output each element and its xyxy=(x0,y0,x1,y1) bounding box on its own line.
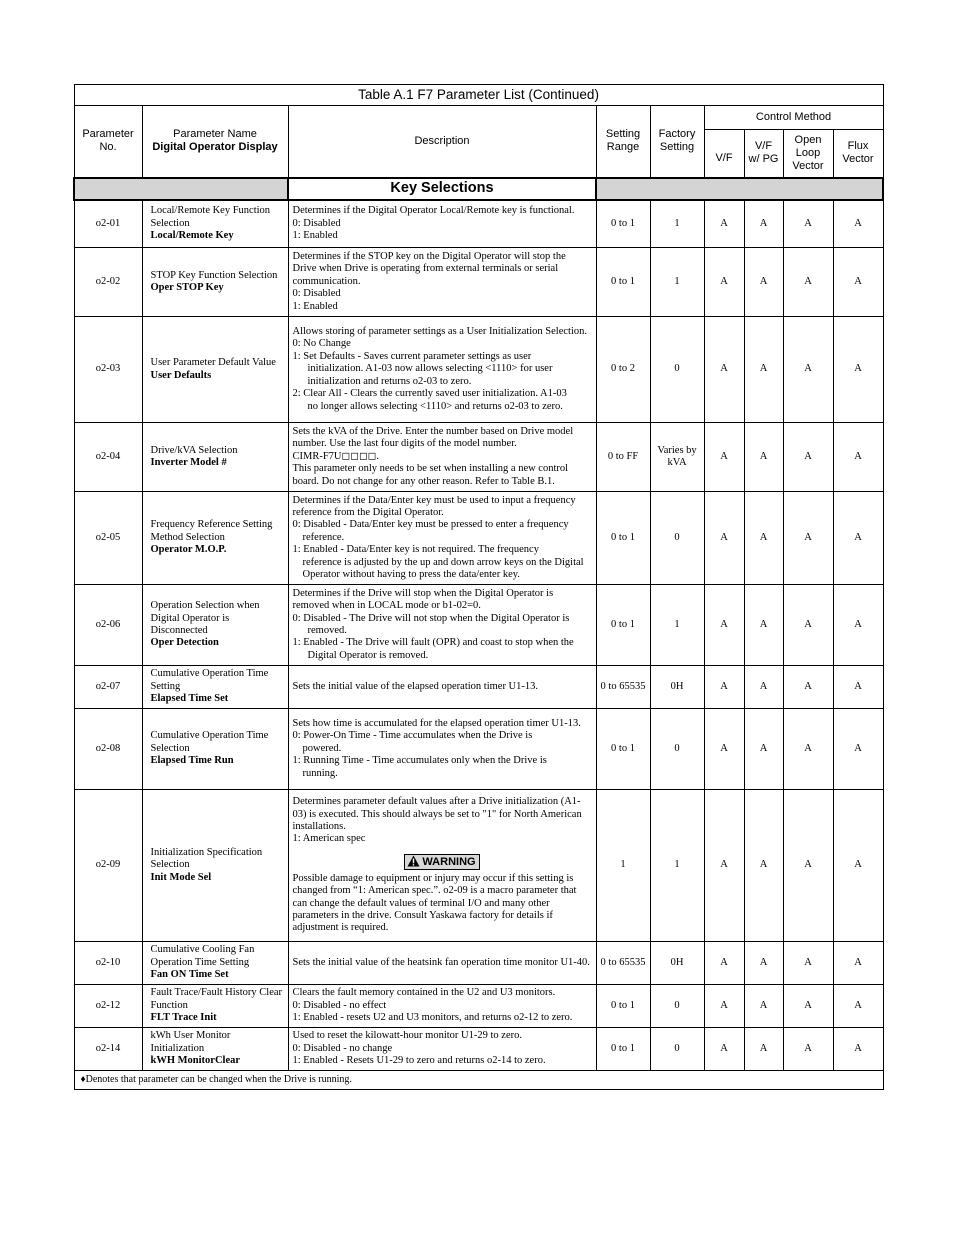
table-row xyxy=(74,666,883,709)
factory-setting: 0 xyxy=(650,1028,704,1071)
factory-setting: 0H xyxy=(650,942,704,985)
control-flux: A xyxy=(833,1028,883,1071)
control-vf: A xyxy=(704,248,744,317)
param-no: o2-08 xyxy=(74,709,142,790)
factory-setting: 1 xyxy=(650,200,704,248)
param-no: o2-05 xyxy=(74,492,142,585)
param-display-name: User Defaults xyxy=(150,369,212,381)
control-flux: A xyxy=(833,709,883,790)
description-line: 1: Enabled - Data/Enter key is not required. The frequency xyxy=(292,544,539,556)
table-row xyxy=(74,317,883,423)
description-line: Determines if the Data/Enter key must be used to input a frequency reference from the Digital Operator. xyxy=(292,494,576,518)
factory-setting: 0 xyxy=(650,317,704,423)
control-open-loop: A xyxy=(783,790,833,942)
description-text: Determines parameter default values after a Drive initialization (A1-03) is executed. This should always be set to "1" for North American installations. 1: American spec xyxy=(292,796,582,845)
param-no: o2-14 xyxy=(74,1028,142,1071)
control-vf: A xyxy=(704,200,744,248)
control-flux: A xyxy=(833,790,883,942)
description-line: 1: Set Defaults - Saves current parameter settings as user xyxy=(292,350,532,362)
control-vf: A xyxy=(704,942,744,985)
factory-setting: 1 xyxy=(650,790,704,942)
control-vf: A xyxy=(704,492,744,585)
header-factory-setting: Factory Setting xyxy=(650,106,704,178)
control-flux: A xyxy=(833,200,883,248)
warning-badge xyxy=(404,854,479,870)
control-vf: A xyxy=(704,1028,744,1071)
description-text: Sets the kVA of the Drive. Enter the number based on Drive model number. Use the last four digits of the model number. CIMR-F7U◻◻◻◻. This parameter only needs to be set when installing a new control board. Do not change for any other reason. Refer to Table B.1. xyxy=(292,425,574,487)
setting-range: 0 to 1 xyxy=(596,248,650,317)
control-flux: A xyxy=(833,585,883,666)
setting-range: 0 to 1 xyxy=(596,200,650,248)
control-vf: A xyxy=(704,423,744,492)
header-setting-range: Setting Range xyxy=(596,106,650,178)
param-description xyxy=(288,1028,596,1071)
factory-setting: 0 xyxy=(650,709,704,790)
description-line: reference. xyxy=(302,531,345,543)
header-vf-pg: V/F w/ PG xyxy=(744,130,783,178)
control-open-loop: A xyxy=(783,585,833,666)
control-vf-pg: A xyxy=(744,1028,783,1071)
description-text: Possible damage to equipment or injury may occur if this setting is changed from “1: American spec.”. o2-09 is a macro parameter that can change the default values of terminal I/O and many other parameters in the drive. Consult Yaskawa factory for details if adjustment is required. xyxy=(292,872,577,934)
control-open-loop: A xyxy=(783,709,833,790)
control-open-loop: A xyxy=(783,666,833,709)
section-title: Key Selections xyxy=(288,178,596,200)
param-name-text: Cumulative Cooling Fan Operation Time Setting xyxy=(150,944,255,968)
control-vf-pg: A xyxy=(744,248,783,317)
header-control-method: Control Method xyxy=(704,106,883,130)
factory-setting: 0H xyxy=(650,666,704,709)
parameter-table xyxy=(73,84,884,1090)
param-display-name: Oper STOP Key xyxy=(150,282,224,293)
param-name xyxy=(142,1028,288,1071)
param-no: o2-06 xyxy=(74,585,142,666)
table-row xyxy=(74,200,883,248)
param-name-text: Cumulative Operation Time Selection xyxy=(150,730,269,754)
control-vf-pg: A xyxy=(744,790,783,942)
warning-triangle-icon xyxy=(407,855,420,867)
factory-setting: 1 xyxy=(650,248,704,317)
description-line: 0: No Change xyxy=(292,338,351,350)
factory-setting: 0 xyxy=(650,985,704,1028)
control-open-loop: A xyxy=(783,423,833,492)
param-description xyxy=(288,942,596,985)
table-title: Table A.1 F7 Parameter List (Continued) xyxy=(74,85,883,106)
param-no: o2-01 xyxy=(74,200,142,248)
control-flux: A xyxy=(833,985,883,1028)
table-row xyxy=(74,585,883,666)
control-vf: A xyxy=(704,985,744,1028)
description-line: 1: Running Time - Time accumulates only when the Drive is xyxy=(292,755,547,767)
section-right-bar xyxy=(596,178,883,200)
setting-range: 0 to 1 xyxy=(596,1028,650,1071)
param-description xyxy=(288,666,596,709)
param-name-text: Fault Trace/Fault History Clear Function xyxy=(150,987,283,1011)
description-line: initialization. A1-03 now allows selecting <1110> for user initialization and returns o2-03 to zero. xyxy=(307,363,553,387)
description-line: removed. xyxy=(307,625,347,636)
setting-range: 0 to 1 xyxy=(596,985,650,1028)
description-line: 0: Power-On Time - Time accumulates when the Drive is xyxy=(292,730,533,742)
param-name-text: Operation Selection when Digital Operator is Disconnected xyxy=(150,600,260,636)
param-name xyxy=(142,709,288,790)
setting-range: 0 to 2 xyxy=(596,317,650,423)
control-vf: A xyxy=(704,709,744,790)
param-display-name: Init Mode Sel xyxy=(150,871,212,883)
description-line: Digital Operator is removed. xyxy=(307,649,429,661)
control-flux: A xyxy=(833,942,883,985)
header-description: Description xyxy=(288,106,596,178)
description-line: Allows storing of parameter settings as a User Initialization Selection. xyxy=(292,326,588,338)
setting-range: 1 xyxy=(596,790,650,942)
warning-label: WARNING xyxy=(422,855,476,868)
param-no: o2-04 xyxy=(74,423,142,492)
param-display-name: Elapsed Time Run xyxy=(150,755,234,767)
control-open-loop: A xyxy=(783,200,833,248)
control-flux: A xyxy=(833,248,883,317)
warning-block xyxy=(293,854,592,870)
description-line: 0: Disabled - The Drive will not stop when the Digital Operator is xyxy=(292,612,570,624)
param-display-name: Oper Detection xyxy=(150,637,219,649)
table-row xyxy=(74,1028,883,1071)
control-vf-pg: A xyxy=(744,985,783,1028)
table-row xyxy=(74,248,883,317)
description-line: reference is adjusted by the up and down arrow keys on the Digital Operator without having to press the data/enter key. xyxy=(302,556,584,581)
param-name-text: User Parameter Default Value xyxy=(150,357,276,369)
header-vf: V/F xyxy=(704,130,744,178)
description-line: running. xyxy=(302,767,338,779)
control-open-loop: A xyxy=(783,942,833,985)
control-vf: A xyxy=(704,666,744,709)
control-open-loop: A xyxy=(783,317,833,423)
param-name-text: Drive/kVA Selection xyxy=(150,444,238,456)
control-open-loop: A xyxy=(783,1028,833,1071)
description-line: Determines if the Drive will stop when the Digital Operator is removed when in LOCAL mode or b1-02=0. xyxy=(292,587,554,612)
control-flux: A xyxy=(833,492,883,585)
description-text: Determines if the Digital Operator Local/Remote key is functional. 0: Disabled 1: Enabled xyxy=(292,205,575,241)
factory-setting: 0 xyxy=(650,492,704,585)
table-row xyxy=(74,492,883,585)
param-no: o2-02 xyxy=(74,248,142,317)
section-left-bar xyxy=(74,178,288,200)
setting-range: 0 to 65535 xyxy=(596,942,650,985)
control-vf-pg: A xyxy=(744,200,783,248)
description-text: Sets the initial value of the elapsed operation timer U1-13. xyxy=(292,680,539,692)
param-display-name: Local/Remote Key xyxy=(150,229,234,241)
param-name xyxy=(142,423,288,492)
description-text: Determines if the STOP key on the Digital Operator will stop the Drive when Drive is operating from external terminals or serial communication. 0: Disabled 1: Enabled xyxy=(292,250,566,312)
param-description xyxy=(288,423,596,492)
param-display-name: Fan ON Time Set xyxy=(150,969,229,981)
control-vf-pg: A xyxy=(744,492,783,585)
param-name-text: Local/Remote Key Function Selection xyxy=(150,205,271,229)
table-row xyxy=(74,423,883,492)
footnote: ♦Denotes that parameter can be changed when the Drive is running. xyxy=(74,1071,883,1090)
control-open-loop: A xyxy=(783,492,833,585)
control-flux: A xyxy=(833,423,883,492)
control-open-loop: A xyxy=(783,985,833,1028)
param-name-text: Frequency Reference Setting Method Selection xyxy=(150,519,273,543)
control-open-loop: A xyxy=(783,248,833,317)
param-description xyxy=(288,248,596,317)
control-vf: A xyxy=(704,317,744,423)
table-row xyxy=(74,790,883,942)
description-text: Used to reset the kilowatt-hour monitor U1-29 to zero. 0: Disabled - no change 1: Enabled - Resets U1-29 to zero and returns o2-14 to zero. xyxy=(292,1030,546,1067)
param-name-text: Cumulative Operation Time Setting xyxy=(150,668,269,692)
control-vf-pg: A xyxy=(744,942,783,985)
param-name xyxy=(142,317,288,423)
control-flux: A xyxy=(833,666,883,709)
control-vf-pg: A xyxy=(744,709,783,790)
description-text: Clears the fault memory contained in the U2 and U3 monitors. 0: Disabled - no effect 1: Enabled - resets U2 and U3 monitors, and returns o2-12 to zero. xyxy=(292,987,573,1024)
header-flux: Flux Vector xyxy=(833,130,883,178)
factory-setting: 1 xyxy=(650,585,704,666)
param-name-text: STOP Key Function Selection xyxy=(150,269,278,281)
param-name-text: Initialization Specification Selection xyxy=(150,846,263,871)
control-vf-pg: A xyxy=(744,423,783,492)
description-line: Sets how time is accumulated for the elapsed operation timer U1-13. xyxy=(292,717,581,729)
setting-range: 0 to 1 xyxy=(596,709,650,790)
table-row xyxy=(74,942,883,985)
param-name xyxy=(142,985,288,1028)
control-vf-pg: A xyxy=(744,585,783,666)
header-open-loop: Open Loop Vector xyxy=(783,130,833,178)
param-description xyxy=(288,790,596,942)
param-display-name: Operator M.O.P. xyxy=(150,544,227,556)
control-vf: A xyxy=(704,790,744,942)
param-description xyxy=(288,317,596,423)
header-param-name: Parameter Name Digital Operator Display xyxy=(142,106,288,178)
control-vf-pg: A xyxy=(744,666,783,709)
param-no: o2-10 xyxy=(74,942,142,985)
description-line: 2: Clear All - Clears the currently saved user initialization. A1-03 xyxy=(292,388,567,400)
setting-range: 0 to 1 xyxy=(596,492,650,585)
param-no: o2-12 xyxy=(74,985,142,1028)
param-name xyxy=(142,492,288,585)
param-no: o2-07 xyxy=(74,666,142,709)
control-vf: A xyxy=(704,585,744,666)
setting-range: 0 to FF xyxy=(596,423,650,492)
header-param-no: Parameter No. xyxy=(74,106,142,178)
param-no: o2-03 xyxy=(74,317,142,423)
description-line: no longer allows selecting <1110> and returns o2-03 to zero. xyxy=(307,400,563,412)
footnote-row xyxy=(74,1071,883,1090)
param-display-name: Elapsed Time Set xyxy=(150,693,229,705)
description-line: 0: Disabled - Data/Enter key must be pressed to enter a frequency xyxy=(292,519,569,531)
factory-setting: Varies by kVA xyxy=(650,423,704,492)
description-line: 1: Enabled - The Drive will fault (OPR) and coast to stop when the xyxy=(292,637,574,649)
param-display-name: FLT Trace Init xyxy=(150,1012,217,1024)
table-row xyxy=(74,709,883,790)
param-display-name: Inverter Model # xyxy=(150,457,227,468)
control-vf-pg: A xyxy=(744,317,783,423)
param-name xyxy=(142,942,288,985)
param-description xyxy=(288,985,596,1028)
param-description xyxy=(288,200,596,248)
control-flux: A xyxy=(833,317,883,423)
param-name xyxy=(142,585,288,666)
param-name xyxy=(142,248,288,317)
param-name-text: kWh User Monitor Initialization xyxy=(150,1030,231,1054)
param-display-name: kWH MonitorClear xyxy=(150,1055,241,1067)
param-description xyxy=(288,709,596,790)
param-description xyxy=(288,585,596,666)
setting-range: 0 to 65535 xyxy=(596,666,650,709)
description-text: Sets the initial value of the heatsink fan operation time monitor U1-40. xyxy=(292,956,590,968)
param-name xyxy=(142,200,288,248)
table-row xyxy=(74,985,883,1028)
param-description xyxy=(288,492,596,585)
param-name xyxy=(142,666,288,709)
description-line: powered. xyxy=(302,742,342,754)
setting-range: 0 to 1 xyxy=(596,585,650,666)
param-name xyxy=(142,790,288,942)
param-no: o2-09 xyxy=(74,790,142,942)
